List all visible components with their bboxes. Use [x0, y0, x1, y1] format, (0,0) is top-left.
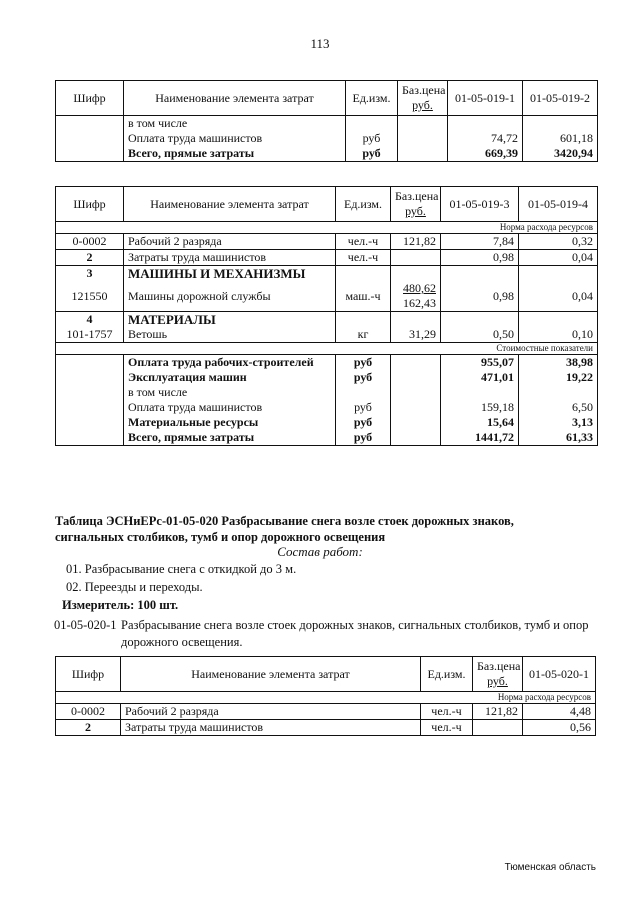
row-value-2: 3420,94: [523, 146, 598, 162]
col-header-unit: Ед.изм.: [346, 81, 398, 116]
cost-table-019-1-2: [55, 80, 598, 162]
table-row: [56, 720, 596, 736]
row-code: 121550: [56, 281, 124, 312]
table-row: [56, 704, 596, 720]
row-value-2: 6,50: [519, 400, 598, 415]
row-value-2: 38,98: [519, 355, 598, 371]
row-unit: маш.-ч: [336, 281, 391, 312]
row-base-price: 31,29: [391, 327, 441, 343]
row-value-1: 7,84: [441, 234, 519, 250]
row-value-2: 0,10: [519, 327, 598, 343]
table-caption: [55, 512, 595, 546]
row-name: Всего, прямые затраты: [124, 430, 336, 446]
cost-label-row: [56, 343, 598, 355]
row-value-2: 19,22: [519, 370, 598, 385]
section-title: МАТЕРИАЛЫ: [124, 312, 336, 328]
row-unit: руб: [336, 355, 391, 371]
row-value-1: 669,39: [448, 146, 523, 162]
col-header-base-price: Баз.цена руб.: [398, 81, 448, 116]
col-header-name: Наименование элемента затрат: [121, 657, 421, 692]
row-value-2: 0,04: [519, 281, 598, 312]
table-row: [56, 131, 598, 146]
row-value-2: 3,13: [519, 415, 598, 430]
col-header-019-4: 01-05-019-4: [519, 187, 598, 222]
table-row: [56, 250, 598, 266]
col-header-019-2: 01-05-019-2: [523, 81, 598, 116]
section-row: [56, 312, 598, 328]
row-name: в том числе: [124, 385, 336, 400]
row-value-1: 4,48: [523, 704, 596, 720]
row-base-price: [391, 250, 441, 266]
page-number: 113: [310, 36, 330, 51]
col-header-code: Шифр: [56, 187, 124, 222]
row-base-price: 121,82: [391, 234, 441, 250]
row-name: Затраты труда машинистов: [124, 250, 336, 266]
table-row: [56, 415, 598, 430]
table-row: [56, 370, 598, 385]
resource-norm-label: Норма расхода ресурсов: [56, 222, 598, 234]
row-code: 101-1757: [56, 327, 124, 343]
row-code: 0-0002: [56, 234, 124, 250]
section-code: 3: [56, 266, 124, 282]
row-value-1: 1441,72: [441, 430, 519, 446]
section-code: 4: [56, 312, 124, 328]
section-title: МАШИНЫ И МЕХАНИЗМЫ: [124, 266, 336, 282]
measure-unit: Измеритель: 100 шт.: [62, 598, 179, 612]
row-value-1: 0,98: [441, 281, 519, 312]
norm-label-row: [56, 222, 598, 234]
col-header-020-1: 01-05-020-1: [523, 657, 596, 692]
col-header-code: Шифр: [56, 81, 124, 116]
norm-code: 01-05-020-1: [54, 618, 117, 632]
work-item: 01. Разбрасывание снега с откидкой до 3 м.: [66, 562, 297, 576]
row-unit: чел.-ч: [421, 704, 473, 720]
table-row: [56, 355, 598, 371]
row-unit: чел.-ч: [336, 234, 391, 250]
table-row: [56, 234, 598, 250]
row-unit: руб: [336, 415, 391, 430]
col-header-019-3: 01-05-019-3: [441, 187, 519, 222]
row-value-1: 0,56: [523, 720, 596, 736]
row-base-price: 121,82: [473, 704, 523, 720]
row-unit: руб: [346, 131, 398, 146]
row-base-price: [473, 720, 523, 736]
section-row: [56, 266, 598, 282]
footer-region: Тюменская область: [504, 862, 596, 873]
row-value-1: 159,18: [441, 400, 519, 415]
col-header-unit: Ед.изм.: [336, 187, 391, 222]
row-name: Всего, прямые затраты: [124, 146, 346, 162]
row-name: Ветошь: [124, 327, 336, 343]
row-unit: руб: [346, 146, 398, 162]
row-value-1: 0,50: [441, 327, 519, 343]
row-unit: руб: [336, 370, 391, 385]
col-header-base-price: Баз.цена руб.: [391, 187, 441, 222]
col-header-name: Наименование элемента затрат: [124, 187, 336, 222]
table-header-row: [56, 187, 598, 222]
row-value-1: 15,64: [441, 415, 519, 430]
row-value-1: 0,98: [441, 250, 519, 266]
row-unit: руб: [336, 400, 391, 415]
row-base-price: 480,62 162,43: [391, 281, 441, 312]
norm-description-text: Разбрасывание снега возле стоек дорожных знаков, сигнальных столбиков, тумб и опор дорожного освещения.: [121, 618, 589, 649]
row-name: Рабочий 2 разряда: [121, 704, 421, 720]
row-name: Машины дорожной службы: [124, 281, 336, 312]
table-row: [56, 146, 598, 162]
row-unit: руб: [336, 430, 391, 446]
row-value-2: 0,32: [519, 234, 598, 250]
row-name: Рабочий 2 разряда: [124, 234, 336, 250]
col-header-019-1: 01-05-019-1: [448, 81, 523, 116]
row-unit: чел.-ч: [336, 250, 391, 266]
row-name: в том числе: [124, 116, 346, 132]
table-row: [56, 327, 598, 343]
row-value-2: 0,04: [519, 250, 598, 266]
cost-table-019-3-4: [55, 186, 598, 446]
row-name: Оплата труда рабочих-строителей: [124, 355, 336, 371]
table-row: [56, 281, 598, 312]
row-name: Материальные ресурсы: [124, 415, 336, 430]
row-code: 2: [56, 720, 121, 736]
composition-heading: Состав работ:: [277, 544, 363, 559]
col-header-name: Наименование элемента затрат: [124, 81, 346, 116]
table-row: [56, 400, 598, 415]
norm-label-row: [56, 692, 596, 704]
row-value-2: 61,33: [519, 430, 598, 446]
table-row: [56, 430, 598, 446]
table-row: [56, 385, 598, 400]
row-code: 2: [56, 250, 124, 266]
caption-line-1: Таблица ЭСНиЕРс-01-05-020 Разбрасывание снега возле стоек дорожных знаков,: [55, 514, 514, 528]
row-unit: кг: [336, 327, 391, 343]
row-value-2: 601,18: [523, 131, 598, 146]
row-name: Эксплуатация машин: [124, 370, 336, 385]
row-name: Затраты труда машинистов: [121, 720, 421, 736]
col-header-unit: Ед.изм.: [421, 657, 473, 692]
row-value-1: 471,01: [441, 370, 519, 385]
table-header-row: [56, 81, 598, 116]
resource-norm-label: Норма расхода ресурсов: [56, 692, 596, 704]
row-value-1: 74,72: [448, 131, 523, 146]
row-name: Оплата труда машинистов: [124, 400, 336, 415]
row-unit: чел.-ч: [421, 720, 473, 736]
row-code: 0-0002: [56, 704, 121, 720]
norm-description: [54, 617, 599, 651]
col-header-base-price: Баз.цена руб.: [473, 657, 523, 692]
caption-line-2: сигнальных столбиков, тумб и опор дорожного освещения: [55, 530, 386, 544]
table-row: [56, 116, 598, 132]
cost-indicators-label: Стоимостные показатели: [56, 343, 598, 355]
cost-table-020-1: [55, 656, 596, 736]
table-header-row: [56, 657, 596, 692]
work-item: 02. Переезды и переходы.: [66, 580, 203, 594]
row-name: Оплата труда машинистов: [124, 131, 346, 146]
col-header-code: Шифр: [56, 657, 121, 692]
row-value-1: 955,07: [441, 355, 519, 371]
